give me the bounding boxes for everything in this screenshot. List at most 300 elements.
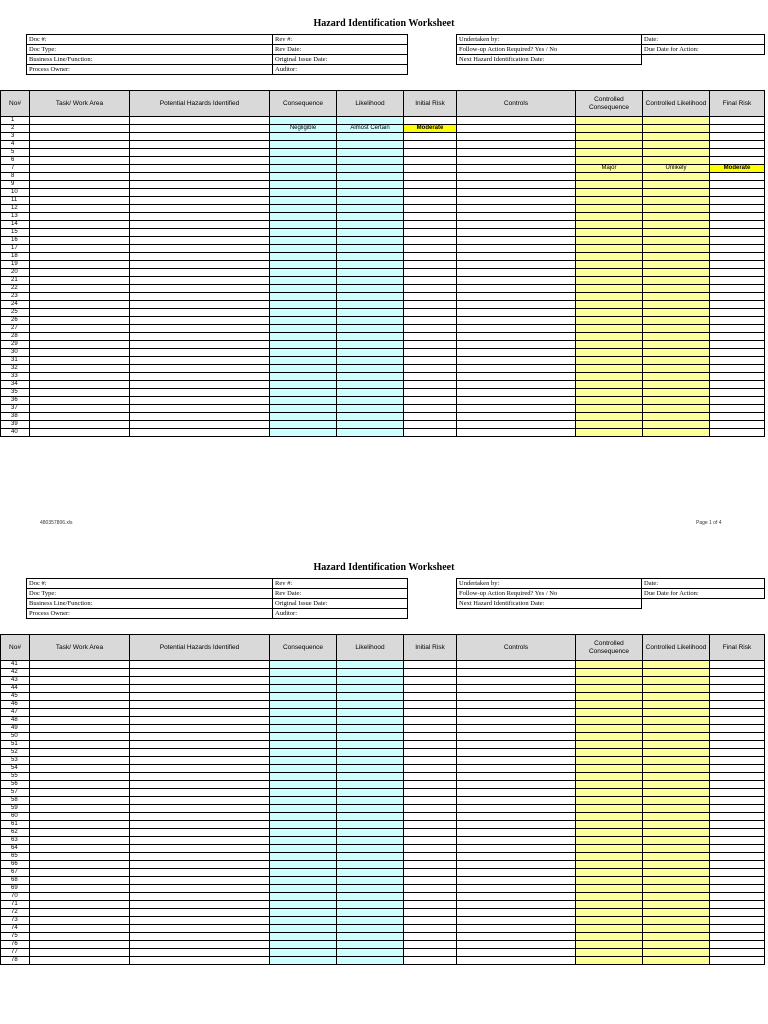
table-cell[interactable]	[643, 349, 710, 357]
table-cell[interactable]	[457, 397, 576, 405]
table-cell[interactable]	[710, 909, 765, 917]
table-cell[interactable]	[643, 173, 710, 181]
table-cell[interactable]	[404, 773, 457, 781]
table-cell[interactable]	[130, 813, 270, 821]
table-cell[interactable]	[404, 917, 457, 925]
table-cell[interactable]	[130, 709, 270, 717]
table-cell[interactable]	[576, 893, 643, 901]
table-cell[interactable]	[130, 661, 270, 669]
table-cell[interactable]	[710, 917, 765, 925]
table-cell[interactable]	[457, 221, 576, 229]
table-cell[interactable]	[643, 749, 710, 757]
table-cell[interactable]	[710, 685, 765, 693]
table-cell[interactable]	[457, 245, 576, 253]
table-cell[interactable]	[404, 381, 457, 389]
table-cell[interactable]	[710, 877, 765, 885]
row-number-cell[interactable]: 18	[1, 253, 30, 261]
table-cell[interactable]	[457, 389, 576, 397]
table-cell[interactable]	[576, 901, 643, 909]
row-number-cell[interactable]: 71	[1, 901, 30, 909]
table-cell[interactable]	[457, 293, 576, 301]
table-cell[interactable]	[643, 181, 710, 189]
table-cell[interactable]	[30, 909, 130, 917]
table-cell[interactable]	[130, 181, 270, 189]
table-cell[interactable]	[404, 413, 457, 421]
row-number-cell[interactable]: 77	[1, 949, 30, 957]
table-cell[interactable]	[337, 389, 404, 397]
table-cell[interactable]	[130, 773, 270, 781]
table-cell[interactable]	[710, 397, 765, 405]
table-cell[interactable]	[457, 869, 576, 877]
table-cell[interactable]	[457, 797, 576, 805]
table-cell[interactable]	[130, 125, 270, 133]
table-cell[interactable]	[710, 813, 765, 821]
table-cell[interactable]	[710, 773, 765, 781]
table-cell[interactable]	[337, 941, 404, 949]
table-cell[interactable]	[30, 333, 130, 341]
table-cell[interactable]	[130, 805, 270, 813]
row-number-cell[interactable]: 76	[1, 941, 30, 949]
table-cell[interactable]	[404, 237, 457, 245]
table-cell[interactable]	[457, 757, 576, 765]
table-cell[interactable]	[576, 845, 643, 853]
table-cell[interactable]	[30, 221, 130, 229]
table-cell[interactable]	[337, 301, 404, 309]
table-cell[interactable]	[404, 717, 457, 725]
table-cell[interactable]	[576, 373, 643, 381]
table-cell[interactable]	[710, 373, 765, 381]
table-cell[interactable]	[337, 781, 404, 789]
table-cell[interactable]	[404, 149, 457, 157]
table-cell[interactable]	[643, 317, 710, 325]
table-cell[interactable]	[404, 277, 457, 285]
table-cell[interactable]	[30, 397, 130, 405]
table-cell[interactable]	[404, 117, 457, 125]
table-cell[interactable]	[457, 149, 576, 157]
table-cell[interactable]	[643, 709, 710, 717]
table-cell[interactable]	[643, 797, 710, 805]
table-cell[interactable]	[576, 149, 643, 157]
table-cell[interactable]	[576, 933, 643, 941]
table-cell[interactable]	[30, 813, 130, 821]
table-cell[interactable]	[270, 781, 337, 789]
table-cell[interactable]	[576, 821, 643, 829]
table-cell[interactable]	[130, 917, 270, 925]
table-cell[interactable]	[576, 333, 643, 341]
table-cell[interactable]	[576, 173, 643, 181]
table-cell[interactable]	[130, 261, 270, 269]
table-cell[interactable]	[710, 141, 765, 149]
table-cell[interactable]	[30, 157, 130, 165]
table-cell[interactable]	[130, 797, 270, 805]
table-cell[interactable]	[30, 277, 130, 285]
table-cell[interactable]	[30, 357, 130, 365]
table-cell[interactable]	[710, 349, 765, 357]
table-cell[interactable]	[30, 189, 130, 197]
table-cell[interactable]	[643, 429, 710, 437]
table-cell[interactable]	[337, 821, 404, 829]
table-cell[interactable]	[457, 853, 576, 861]
table-cell[interactable]	[404, 829, 457, 837]
table-cell[interactable]	[270, 709, 337, 717]
table-cell[interactable]	[270, 237, 337, 245]
table-cell[interactable]	[337, 693, 404, 701]
table-cell[interactable]	[130, 197, 270, 205]
row-number-cell[interactable]: 7	[1, 165, 30, 173]
table-cell[interactable]	[270, 757, 337, 765]
table-cell[interactable]	[337, 253, 404, 261]
table-cell[interactable]	[337, 413, 404, 421]
table-cell[interactable]	[337, 869, 404, 877]
table-cell[interactable]	[30, 957, 130, 965]
table-cell[interactable]	[337, 765, 404, 773]
table-cell[interactable]	[576, 237, 643, 245]
table-cell[interactable]	[710, 869, 765, 877]
row-number-cell[interactable]: 2	[1, 125, 30, 133]
row-number-cell[interactable]: 49	[1, 725, 30, 733]
table-cell[interactable]	[270, 381, 337, 389]
table-cell[interactable]	[337, 949, 404, 957]
table-cell[interactable]	[576, 797, 643, 805]
table-cell[interactable]	[130, 133, 270, 141]
table-cell[interactable]	[270, 205, 337, 213]
row-number-cell[interactable]: 32	[1, 365, 30, 373]
table-cell[interactable]	[404, 429, 457, 437]
table-cell[interactable]	[576, 381, 643, 389]
table-cell[interactable]	[457, 277, 576, 285]
table-cell[interactable]	[30, 181, 130, 189]
table-cell[interactable]	[643, 829, 710, 837]
table-cell[interactable]	[337, 421, 404, 429]
table-cell[interactable]	[130, 677, 270, 685]
table-cell[interactable]	[130, 861, 270, 869]
table-cell[interactable]	[710, 309, 765, 317]
table-cell[interactable]	[457, 349, 576, 357]
table-cell[interactable]	[130, 789, 270, 797]
table-cell[interactable]	[404, 309, 457, 317]
table-cell[interactable]	[404, 173, 457, 181]
table-cell[interactable]	[130, 949, 270, 957]
table-cell[interactable]	[576, 669, 643, 677]
row-number-cell[interactable]: 45	[1, 693, 30, 701]
table-cell[interactable]	[337, 245, 404, 253]
table-cell[interactable]	[643, 341, 710, 349]
table-cell[interactable]	[30, 941, 130, 949]
table-cell[interactable]	[130, 381, 270, 389]
table-cell[interactable]	[457, 213, 576, 221]
table-cell[interactable]	[457, 925, 576, 933]
table-cell[interactable]	[30, 165, 130, 173]
row-number-cell[interactable]: 6	[1, 157, 30, 165]
table-cell[interactable]	[710, 861, 765, 869]
table-cell[interactable]	[30, 405, 130, 413]
table-cell[interactable]	[643, 149, 710, 157]
table-cell[interactable]	[643, 197, 710, 205]
table-cell[interactable]	[337, 365, 404, 373]
table-cell[interactable]	[30, 877, 130, 885]
table-cell[interactable]	[710, 389, 765, 397]
table-cell[interactable]	[130, 341, 270, 349]
table-cell[interactable]	[130, 365, 270, 373]
table-cell[interactable]	[710, 421, 765, 429]
table-cell[interactable]	[30, 349, 130, 357]
table-cell[interactable]	[270, 181, 337, 189]
table-cell[interactable]	[130, 237, 270, 245]
table-cell[interactable]	[710, 781, 765, 789]
table-cell[interactable]	[337, 709, 404, 717]
table-cell[interactable]	[270, 829, 337, 837]
table-cell[interactable]	[710, 333, 765, 341]
table-cell[interactable]	[710, 829, 765, 837]
row-number-cell[interactable]: 52	[1, 749, 30, 757]
table-cell[interactable]	[337, 205, 404, 213]
table-cell[interactable]	[457, 845, 576, 853]
table-cell[interactable]	[130, 909, 270, 917]
table-cell[interactable]	[404, 221, 457, 229]
row-number-cell[interactable]: 55	[1, 773, 30, 781]
table-cell[interactable]	[457, 189, 576, 197]
table-cell[interactable]	[270, 117, 337, 125]
row-number-cell[interactable]: 29	[1, 341, 30, 349]
row-number-cell[interactable]: 48	[1, 717, 30, 725]
table-cell[interactable]	[130, 221, 270, 229]
table-cell[interactable]	[457, 373, 576, 381]
table-cell[interactable]	[710, 125, 765, 133]
row-number-cell[interactable]: 44	[1, 685, 30, 693]
table-cell[interactable]	[576, 341, 643, 349]
table-cell[interactable]	[710, 221, 765, 229]
table-cell[interactable]	[30, 789, 130, 797]
row-number-cell[interactable]: 19	[1, 261, 30, 269]
row-number-cell[interactable]: 33	[1, 373, 30, 381]
table-cell[interactable]	[270, 765, 337, 773]
table-cell[interactable]	[337, 885, 404, 893]
table-cell[interactable]	[30, 765, 130, 773]
table-cell[interactable]	[404, 245, 457, 253]
table-cell[interactable]	[30, 301, 130, 309]
table-cell[interactable]	[270, 133, 337, 141]
table-cell[interactable]	[337, 917, 404, 925]
table-cell[interactable]	[643, 405, 710, 413]
table-cell[interactable]	[270, 149, 337, 157]
table-cell[interactable]	[457, 837, 576, 845]
table-cell[interactable]	[643, 949, 710, 957]
table-cell[interactable]	[404, 389, 457, 397]
table-cell[interactable]	[457, 957, 576, 965]
table-cell[interactable]	[404, 197, 457, 205]
table-cell[interactable]	[457, 301, 576, 309]
table-cell[interactable]	[270, 869, 337, 877]
table-cell[interactable]	[576, 741, 643, 749]
table-cell[interactable]	[270, 741, 337, 749]
table-cell[interactable]	[710, 741, 765, 749]
table-cell[interactable]	[130, 757, 270, 765]
table-cell[interactable]	[457, 333, 576, 341]
table-cell[interactable]	[337, 925, 404, 933]
table-cell[interactable]	[576, 189, 643, 197]
table-cell[interactable]	[337, 405, 404, 413]
table-cell[interactable]	[337, 725, 404, 733]
row-number-cell[interactable]: 41	[1, 661, 30, 669]
table-cell[interactable]	[576, 429, 643, 437]
table-cell[interactable]	[404, 677, 457, 685]
table-cell[interactable]	[130, 717, 270, 725]
table-cell[interactable]	[337, 381, 404, 389]
table-cell[interactable]	[404, 205, 457, 213]
row-number-cell[interactable]: 35	[1, 389, 30, 397]
table-cell[interactable]	[404, 661, 457, 669]
table-cell[interactable]	[404, 957, 457, 965]
table-cell[interactable]	[30, 709, 130, 717]
table-cell[interactable]	[576, 701, 643, 709]
table-cell[interactable]	[30, 669, 130, 677]
table-cell[interactable]	[457, 773, 576, 781]
table-cell[interactable]	[404, 741, 457, 749]
table-cell[interactable]	[643, 781, 710, 789]
table-cell[interactable]	[30, 829, 130, 837]
table-cell[interactable]	[576, 733, 643, 741]
table-cell[interactable]	[710, 765, 765, 773]
table-cell[interactable]	[643, 845, 710, 853]
table-cell[interactable]	[337, 141, 404, 149]
table-cell[interactable]	[130, 141, 270, 149]
row-number-cell[interactable]: 54	[1, 765, 30, 773]
table-cell[interactable]	[643, 373, 710, 381]
table-cell[interactable]	[30, 253, 130, 261]
table-cell[interactable]	[270, 701, 337, 709]
table-cell[interactable]	[643, 725, 710, 733]
table-cell[interactable]	[457, 357, 576, 365]
row-number-cell[interactable]: 62	[1, 829, 30, 837]
table-cell[interactable]	[457, 701, 576, 709]
table-cell[interactable]	[130, 213, 270, 221]
table-cell[interactable]	[337, 901, 404, 909]
table-cell[interactable]	[457, 941, 576, 949]
table-cell[interactable]	[30, 261, 130, 269]
table-cell[interactable]	[30, 733, 130, 741]
table-cell[interactable]	[270, 373, 337, 381]
table-cell[interactable]	[643, 917, 710, 925]
table-cell[interactable]	[30, 117, 130, 125]
row-number-cell[interactable]: 43	[1, 677, 30, 685]
table-cell[interactable]	[337, 293, 404, 301]
table-cell[interactable]	[457, 765, 576, 773]
table-cell[interactable]	[404, 933, 457, 941]
table-cell[interactable]	[576, 925, 643, 933]
table-cell[interactable]	[30, 245, 130, 253]
table-cell[interactable]	[270, 157, 337, 165]
table-cell[interactable]	[270, 901, 337, 909]
table-cell[interactable]	[710, 717, 765, 725]
row-number-cell[interactable]: 64	[1, 845, 30, 853]
table-cell[interactable]	[30, 269, 130, 277]
table-cell[interactable]	[710, 821, 765, 829]
table-cell[interactable]	[270, 893, 337, 901]
table-cell[interactable]	[130, 373, 270, 381]
table-cell[interactable]	[270, 389, 337, 397]
table-cell[interactable]	[270, 253, 337, 261]
table-cell[interactable]	[30, 237, 130, 245]
table-cell[interactable]	[404, 709, 457, 717]
table-cell[interactable]	[457, 237, 576, 245]
table-cell[interactable]	[576, 413, 643, 421]
table-cell[interactable]	[270, 197, 337, 205]
table-cell[interactable]	[576, 213, 643, 221]
table-cell[interactable]	[30, 677, 130, 685]
table-cell[interactable]	[643, 125, 710, 133]
table-cell[interactable]	[337, 789, 404, 797]
table-cell[interactable]	[404, 877, 457, 885]
table-cell[interactable]	[270, 213, 337, 221]
table-cell[interactable]	[404, 757, 457, 765]
table-cell[interactable]	[457, 229, 576, 237]
table-cell[interactable]	[30, 821, 130, 829]
table-cell[interactable]	[337, 333, 404, 341]
table-cell[interactable]	[30, 869, 130, 877]
table-cell[interactable]	[130, 149, 270, 157]
table-cell[interactable]	[404, 733, 457, 741]
table-cell[interactable]	[337, 373, 404, 381]
table-cell[interactable]	[457, 781, 576, 789]
table-cell[interactable]	[576, 133, 643, 141]
table-cell[interactable]	[457, 165, 576, 173]
table-cell[interactable]	[404, 349, 457, 357]
table-cell[interactable]	[337, 837, 404, 845]
table-cell[interactable]	[643, 877, 710, 885]
table-cell[interactable]	[643, 773, 710, 781]
table-cell[interactable]	[457, 125, 576, 133]
table-cell[interactable]	[404, 853, 457, 861]
table-cell[interactable]	[337, 877, 404, 885]
table-cell[interactable]	[270, 909, 337, 917]
table-cell[interactable]	[457, 725, 576, 733]
table-cell[interactable]	[270, 845, 337, 853]
table-cell[interactable]	[710, 789, 765, 797]
table-cell[interactable]	[404, 317, 457, 325]
row-number-cell[interactable]: 14	[1, 221, 30, 229]
table-cell[interactable]	[643, 813, 710, 821]
table-cell[interactable]	[457, 261, 576, 269]
table-cell[interactable]	[130, 701, 270, 709]
table-cell[interactable]	[576, 301, 643, 309]
table-cell[interactable]	[643, 357, 710, 365]
table-cell[interactable]	[710, 277, 765, 285]
table-cell[interactable]	[270, 685, 337, 693]
table-cell[interactable]: Almost Certain	[337, 125, 404, 133]
table-cell[interactable]	[576, 661, 643, 669]
table-cell[interactable]	[30, 125, 130, 133]
table-cell[interactable]	[710, 133, 765, 141]
row-number-cell[interactable]: 26	[1, 317, 30, 325]
table-cell[interactable]	[404, 861, 457, 869]
table-cell[interactable]	[710, 189, 765, 197]
table-cell[interactable]	[576, 853, 643, 861]
table-cell[interactable]	[710, 797, 765, 805]
table-cell[interactable]	[404, 253, 457, 261]
row-number-cell[interactable]: 15	[1, 229, 30, 237]
table-cell[interactable]	[457, 949, 576, 957]
table-cell[interactable]	[457, 901, 576, 909]
table-cell[interactable]	[710, 429, 765, 437]
table-cell[interactable]	[457, 133, 576, 141]
table-cell[interactable]	[30, 853, 130, 861]
table-cell[interactable]	[710, 261, 765, 269]
table-cell[interactable]	[270, 293, 337, 301]
table-cell[interactable]	[30, 773, 130, 781]
table-cell[interactable]	[130, 669, 270, 677]
table-cell[interactable]	[576, 197, 643, 205]
table-cell[interactable]	[270, 317, 337, 325]
